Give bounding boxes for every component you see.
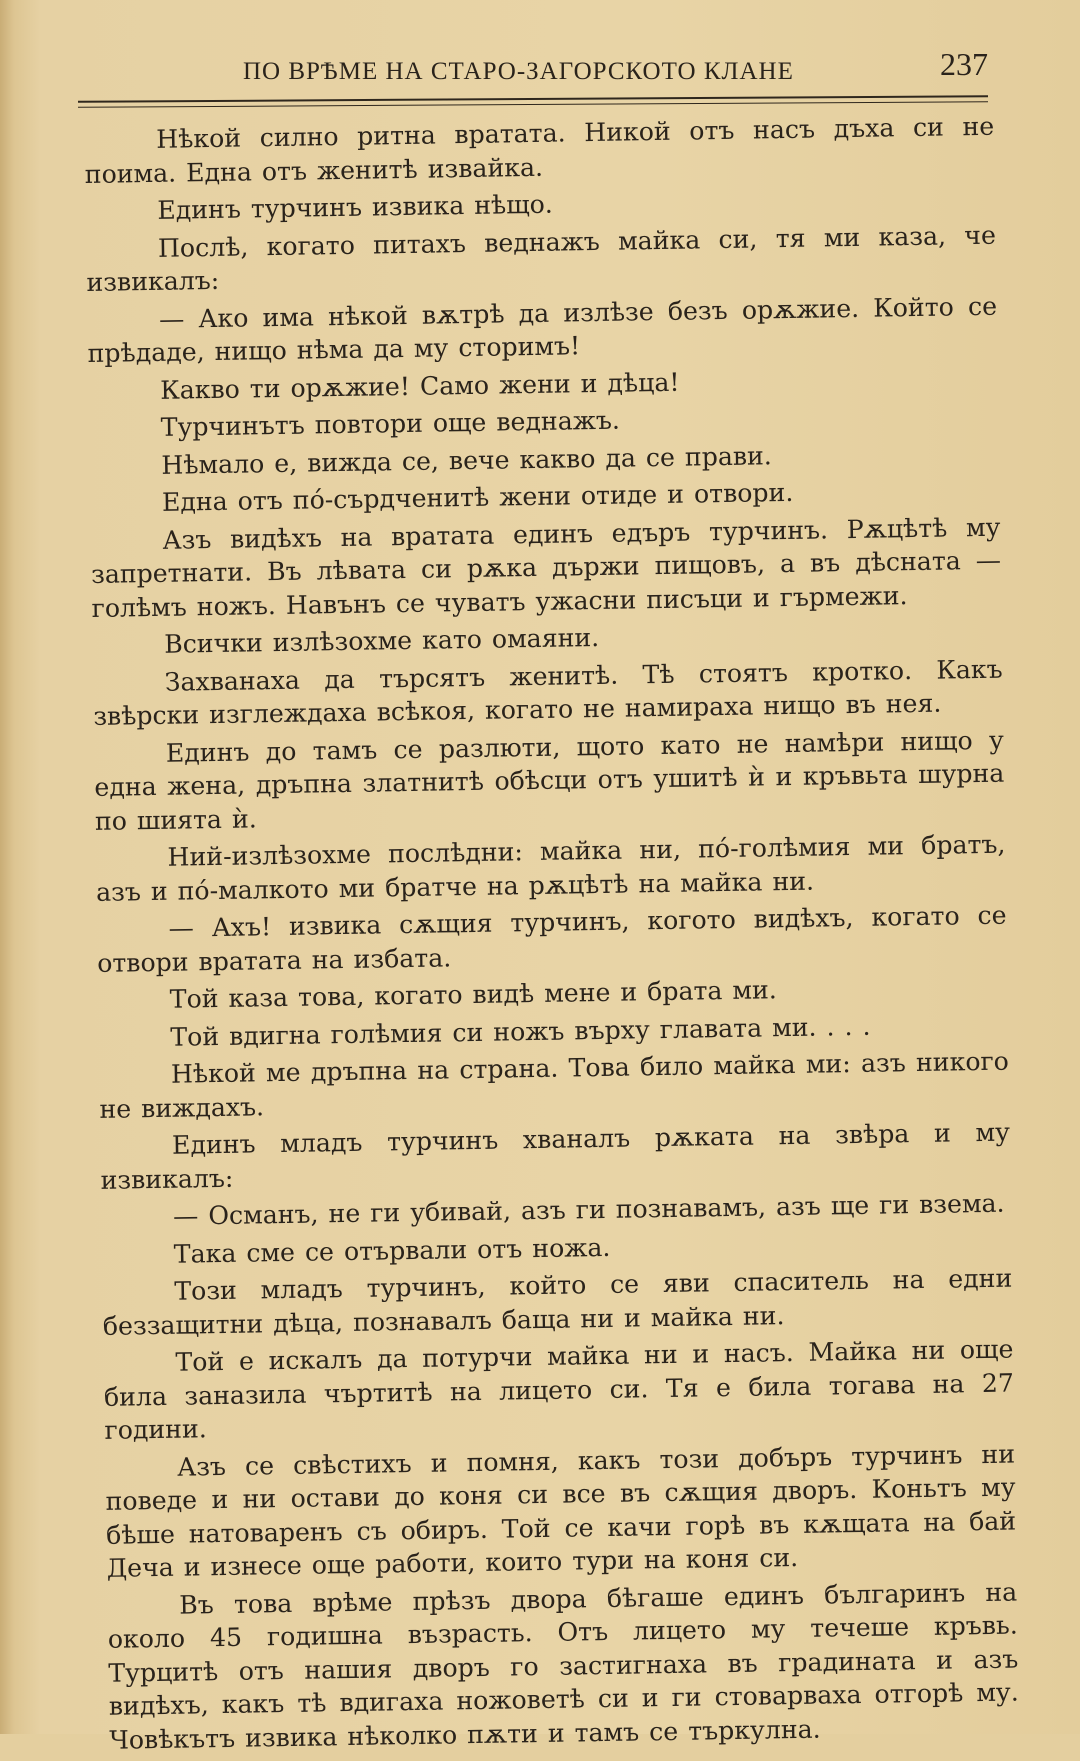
paragraph: Единъ до тамъ се разлюти, щото като не намѣри нищо у една жена, дръпна златнитѣ обѣсци отъ ушитѣ ѝ и кръвьта шурна по шията ѝ. <box>94 725 1005 836</box>
paragraph: Нѣмало е, вижда се, вече какво да се прави. <box>161 440 773 480</box>
paragraph: Той вдигна голѣмия си ножъ върху главата ми. . . . <box>170 1011 871 1052</box>
paragraph: Нѣкой ме дръпна на страна. Това било майка ми: азъ никого не виждахъ. <box>99 1046 1010 1124</box>
header-rule-thin <box>78 101 988 108</box>
paragraph: Единъ турчинъ извика нѣщо. <box>157 189 554 225</box>
paragraph: Въ това врѣме прѣзъ двора бѣгаше единъ българинъ на около 45 годишна възрасть. Отъ лицето му течеше кръвь. Турцитѣ отъ нашия дворъ го застигнаха въ градината и азъ видѣхъ, какъ тѣ вдигаха ножоветѣ си и ги стоварваха отгорѣ му. Човѣкътъ извика нѣколко пѫти и тамъ се търкулна. <box>107 1577 1019 1755</box>
paragraph: Всички излѣзохме като омаяни. <box>163 622 600 659</box>
paragraph: Азъ видѣхъ на вратата единъ едъръ турчинъ. Рѫцѣтѣ му запретнати. Въ лѣвата си рѫка държи пищовъ, а въ дѣсната — голѣмъ ножъ. Навънъ се чуватъ ужасни писъци и гърмежи. <box>90 512 1002 623</box>
paragraph: — Ако има нѣкой вѫтрѣ да излѣзе безъ орѫжие. Който се прѣдаде, нищо нѣма да му сторимъ! <box>87 291 998 368</box>
paragraph: Той каза това, когато видѣ мене и брата ми. <box>169 975 778 1014</box>
paragraph: Турчинътъ повтори още веднажъ. <box>160 405 621 442</box>
paragraph: Така сме се отървали отъ ножа. <box>173 1232 611 1269</box>
paragraph: Този младъ турчинъ, който се яви спаситель на едни беззащитни дѣца, познавалъ баща ни и майка ни. <box>102 1263 1013 1341</box>
paragraph: Ний-излѣзохме послѣдни: майка ни, по́-голѣмия ми братъ, азъ и по́-малкото ми братче на рѫцѣтѣ на майка ни. <box>95 829 1006 907</box>
paragraph: Послѣ, когато питахъ веднажъ майка си, тя ми каза, че извикалъ: <box>86 220 997 297</box>
paragraph: Една отъ по́-сърдченитѣ жени отиде и отвори. <box>161 477 794 517</box>
paragraph: Азъ се свѣстихъ и помня, какъ този добъръ турчинъ ни поведе и ни остави до коня си все въ сѫщия дворъ. Коньтъ му бѣше натоваренъ съ обиръ. Той се качи горѣ въ кѫщата на бай Деча и изнесе още работи, които тури на коня си. <box>105 1439 1017 1583</box>
running-title: ПО ВРѢМЕ НА СТАРО-ЗАГОРСКОТО КЛАНЕ <box>243 58 794 85</box>
paragraph: — Ахъ! извика сѫщия турчинъ, когото видѣхъ, когато се отвори вратата на избата. <box>96 900 1007 978</box>
paragraph: — Османъ, не ги убивай, азъ ги познавамъ, азъ ще ги взема. <box>172 1188 1005 1231</box>
page-number: 237 <box>940 46 988 82</box>
paragraph: Единъ младъ турчинъ хваналъ рѫката на звѣра и му извикалъ: <box>100 1117 1011 1195</box>
paragraph: Захванаха да търсятъ женитѣ. Тѣ стоятъ кротко. Какъ звѣрски изглеждаха всѣкоя, когато не намираха нищо въ нея. <box>93 654 1003 731</box>
paragraph: Нѣкой силно ритна вратата. Никой отъ насъ дъха си не поима. Една отъ женитѣ извайка. <box>84 111 995 189</box>
paragraph: Какво ти орѫжие! Само жени и дѣца! <box>159 367 680 405</box>
body-text <box>84 110 1020 1761</box>
paragraph: Той е искалъ да потурчи майка ни и насъ. Майка ни още била заназила чъртитѣ на лицето си. Тя е била тогава на 27 години. <box>103 1334 1015 1445</box>
page-header <box>78 46 988 92</box>
